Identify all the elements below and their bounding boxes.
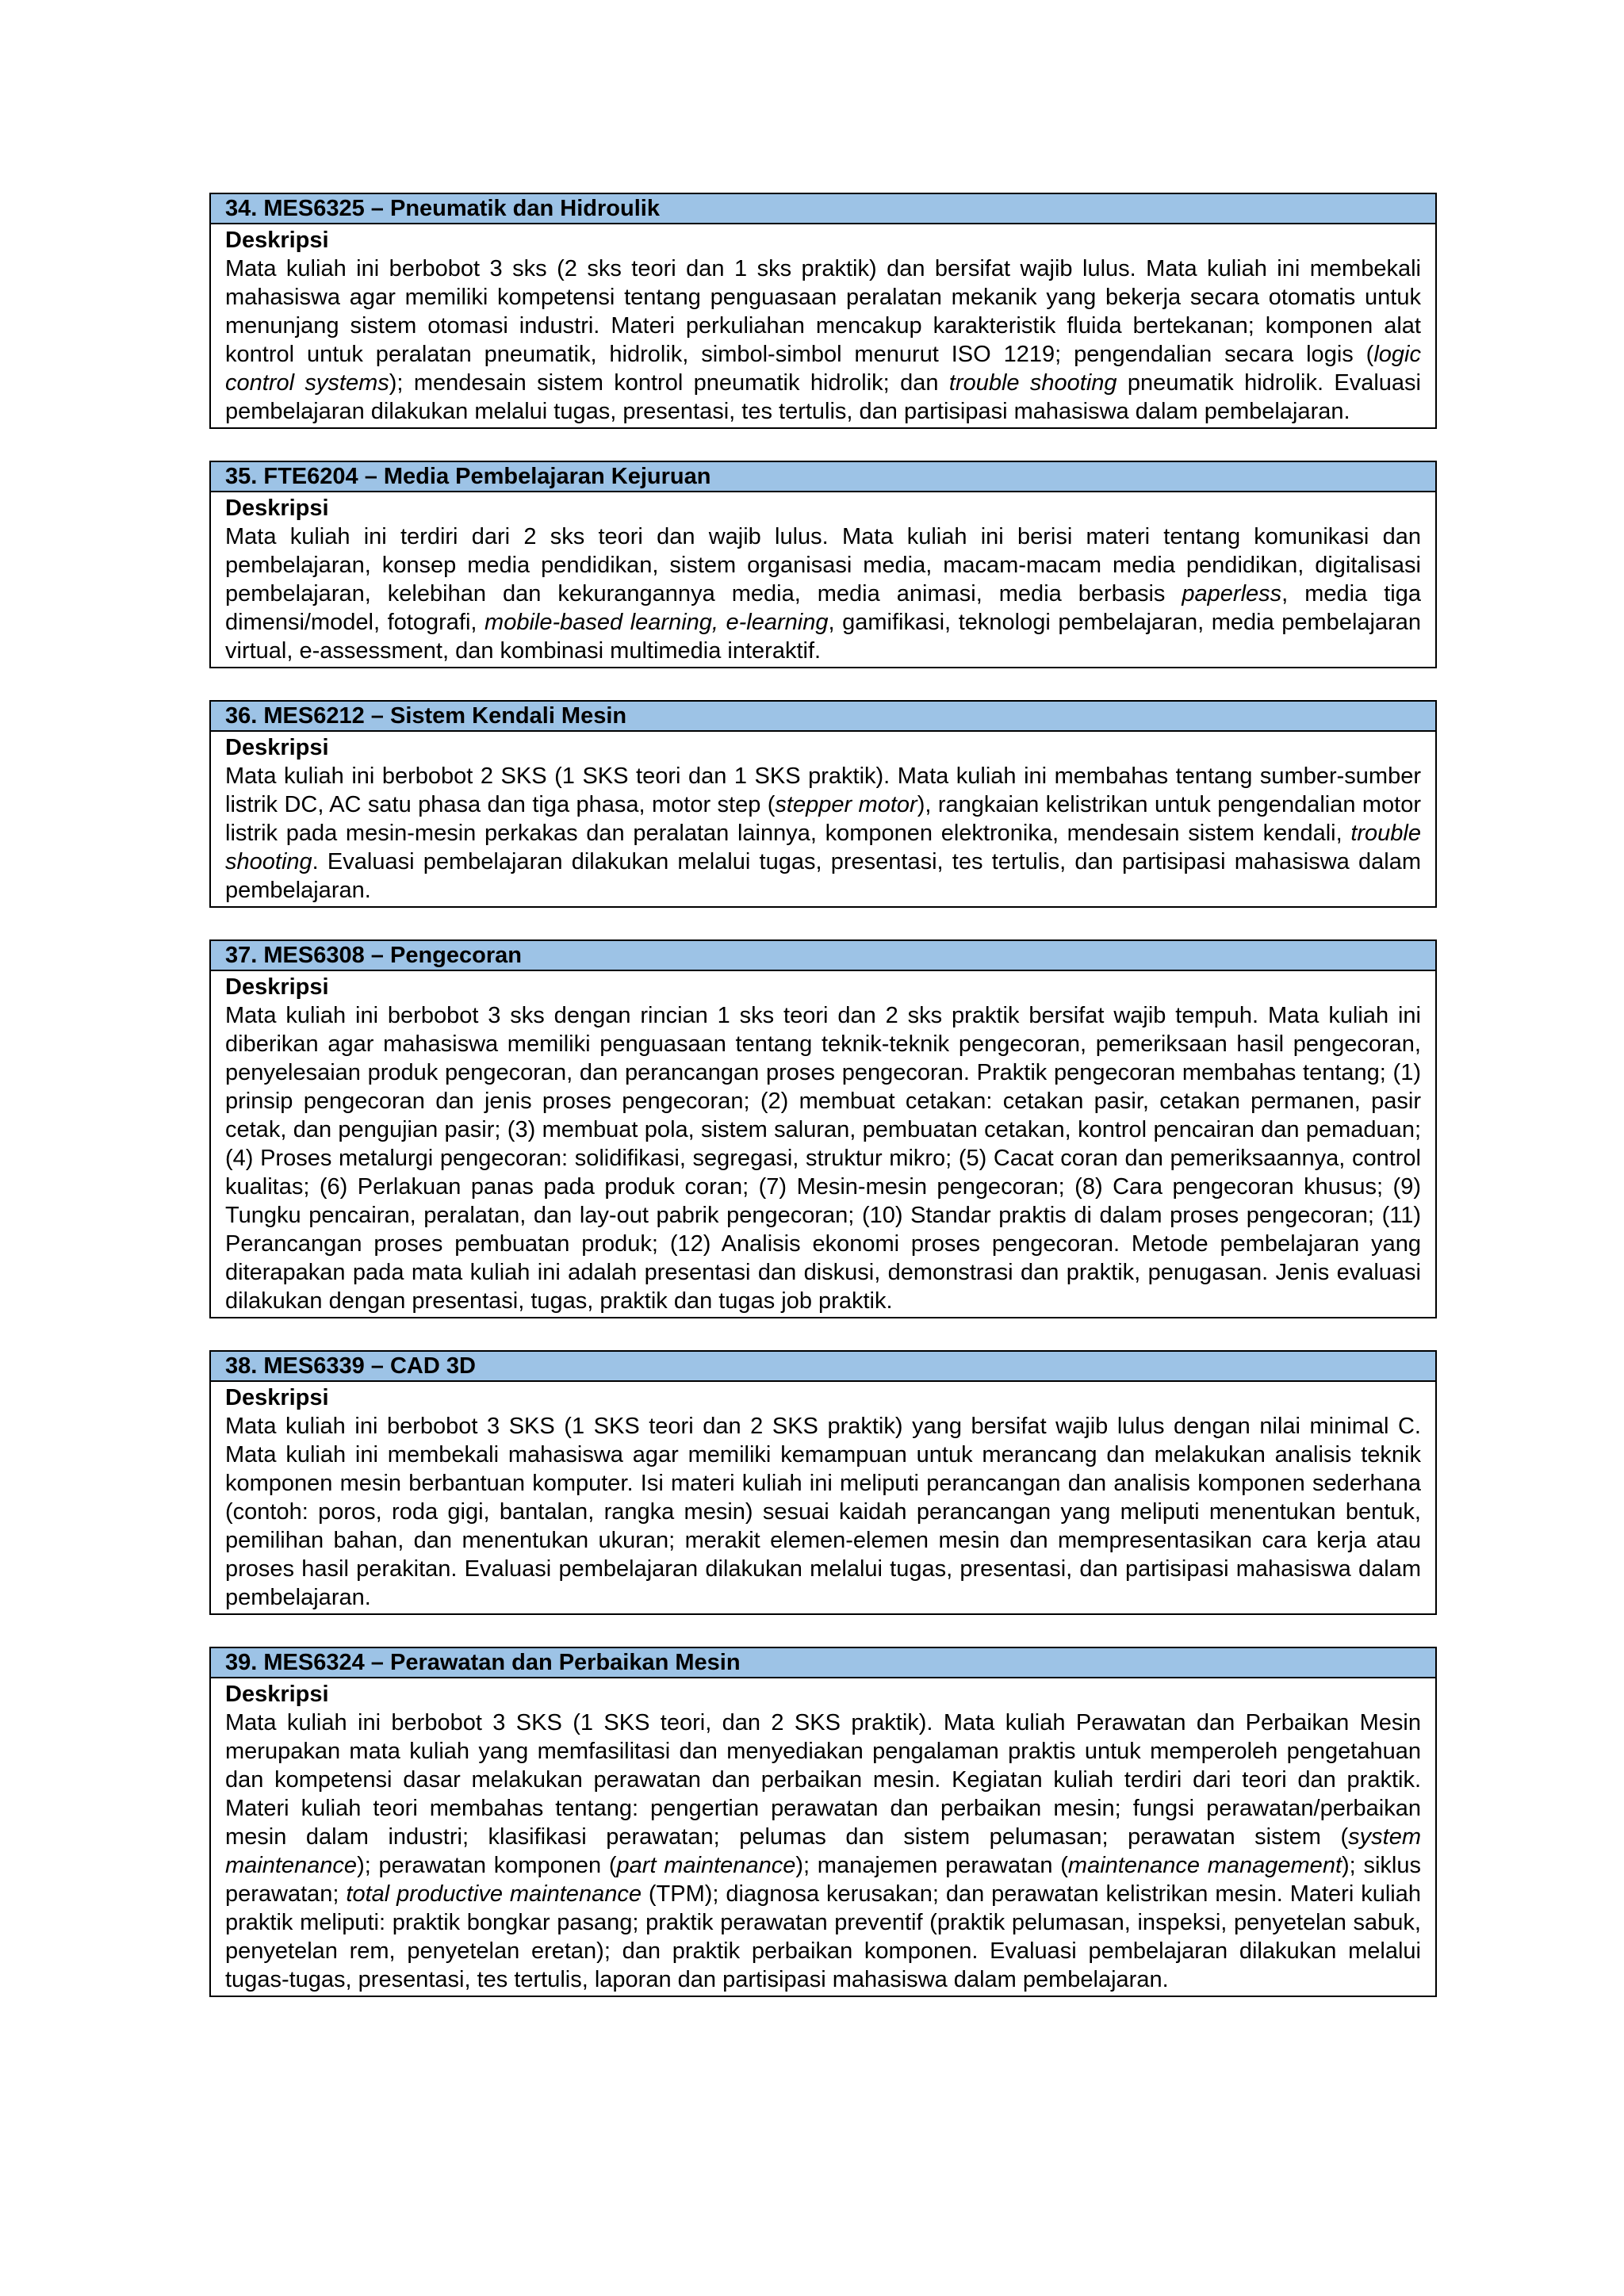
description-segment: ); mendesain sistem kontrol pneumatik hidrolik; dan bbox=[389, 370, 949, 396]
description-segment: (TPM); diagnosa kerusakan; dan perawatan kelistrikan mesin. Materi kuliah praktik meliputi: praktik bongkar pasang; praktik perawatan preventif (praktik pelumasan, inspeksi, penyetelan sabuk, penyetelan rem, penyetelan eretan); dan praktik perbaikan komponen. Evaluasi pembelajaran dilakukan melalui tugas-tugas, presentasi, tes tertulis, laporan dan partisipasi mahasiswa dalam pembelajaran. bbox=[225, 1881, 1421, 1992]
description-italic-term: mobile-based learning, e-learning bbox=[485, 610, 829, 635]
description-segment: Mata kuliah ini berbobot 3 SKS (1 SKS teori dan 2 SKS praktik) yang bersifat wajib lulus dengan nilai minimal C. Mata kuliah ini membekali mahasiswa agar memiliki kemampuan untuk merancang dan melakukan analisis teknik komponen mesin berbantuan komputer. Isi materi kuliah ini meliputi perancangan dan analisis komponen sederhana (contoh: poros, roda gigi, bantalan, rangka mesin) sesuai kaidah perancangan yang meliputi menentukan bentuk, pemilihan bahan, dan menentukan ukuran; merakit elemen-elemen mesin dan mempresentasikan cara kerja atau proses hasil perakitan. Evaluasi pembelajaran dilakukan melalui tugas, presentasi, dan partisipasi mahasiswa dalam pembelajaran. bbox=[225, 1414, 1421, 1610]
description-italic-term: maintenance management bbox=[1067, 1853, 1342, 1878]
course-body bbox=[211, 971, 1435, 1317]
description-text bbox=[225, 1412, 1421, 1612]
description-segment: , media tiga dimensi/model, fotografi, bbox=[225, 581, 1422, 635]
description-italic-term: logic control systems bbox=[225, 342, 1421, 396]
course-block bbox=[209, 193, 1437, 429]
description-segment: Mata kuliah ini berbobot 3 sks dengan rincian 1 sks teori dan 2 sks praktik bersifat wajib tempuh. Mata kuliah ini diberikan agar mahasiswa memiliki penguasaan tentang teknik-teknik pengecoran, pemeriksaan hasil pengecoran, penyelesaian produk pengecoran, dan perancangan proses pengecoran. Praktik pengecoran membahas tentang; (1) prinsip pengecoran dan jenis proses pengecoran; (2) membuat cetakan: cetakan pasir, cetakan permanen, pasir cetak, dan pengujian pasir; (3) membuat pola, sistem saluran, pembuatan cetakan, kontrol pencairan dan pemaduan; (4) Proses metalurgi pengecoran: solidifikasi, segregasi, struktur mikro; (5) Cacat coran dan pemeriksaannya, control kualitas; (6) Perlakuan panas pada produk coran; (7) Mesin-mesin pengecoran; (8) Cara pengecoran khusus; (9) Tungku pencairan, peralatan, dan lay-out pabrik pengecoran; (10) Standar praktis di dalam proses pengecoran; (11) Perancangan proses pembuatan produk; (12) Analisis ekonomi proses pengecoran. Metode pembelajaran yang diterapakan pada mata kuliah ini adalah presentasi dan diskusi, demonstrasi dan praktik, penugasan. Jenis evaluasi dilakukan dengan presentasi, tugas, praktik dan tugas job praktik. bbox=[225, 1003, 1421, 1314]
description-label: Deskripsi bbox=[225, 228, 329, 253]
course-title: 39. MES6324 – Perawatan dan Perbaikan Mesin bbox=[211, 1648, 1435, 1678]
description-segment: , gamifikasi, teknologi pembelajaran, media pembelajaran virtual, e-assessment, dan kombinasi multimedia interaktif. bbox=[225, 610, 1421, 664]
description-italic-term: paperless bbox=[1182, 581, 1282, 607]
course-list bbox=[209, 193, 1437, 2029]
description-label: Deskripsi bbox=[225, 1682, 329, 1707]
course-block bbox=[209, 1350, 1437, 1615]
description-italic-term: part maintenance bbox=[616, 1853, 796, 1878]
description-segment: Mata kuliah ini berbobot 3 SKS (1 SKS teori, dan 2 SKS praktik). Mata kuliah Perawatan dan Perbaikan Mesin merupakan mata kuliah yang memfasilitasi dan menyediakan pengalaman praktis untuk memperoleh pengetahuan dan kompetensi dasar melakukan perawatan dan perbaikan mesin. Kegiatan kuliah terdiri dari teori dan praktik. Materi kuliah teori membahas tentang: pengertian perawatan dan perbaikan mesin; fungsi perawatan/perbaikan mesin dalam industri; klasifikasi perawatan; pelumas dan sistem pelumasan; perawatan sistem ( bbox=[225, 1710, 1421, 1850]
description-segment: ); perawatan komponen ( bbox=[357, 1853, 617, 1878]
description-label: Deskripsi bbox=[225, 974, 329, 1000]
course-block bbox=[209, 461, 1437, 668]
description-segment: pneumatik hidrolik. Evaluasi pembelajaran dilakukan melalui tugas, presentasi, tes tertulis, dan partisipasi mahasiswa dalam pembelajaran. bbox=[225, 370, 1422, 424]
course-title: 35. FTE6204 – Media Pembelajaran Kejuruan bbox=[211, 462, 1435, 492]
course-block bbox=[209, 939, 1437, 1318]
course-body bbox=[211, 492, 1435, 667]
description-italic-term: stepper motor bbox=[775, 792, 917, 817]
description-segment: . Evaluasi pembelajaran dilakukan melalui tugas, presentasi, tes tertulis, dan partisipasi mahasiswa dalam pembelajaran. bbox=[225, 849, 1421, 903]
description-label: Deskripsi bbox=[225, 1385, 329, 1410]
course-title: 38. MES6339 – CAD 3D bbox=[211, 1352, 1435, 1382]
course-body bbox=[211, 732, 1435, 906]
description-text bbox=[225, 1709, 1421, 1994]
description-italic-term: trouble shooting bbox=[948, 370, 1117, 396]
description-italic-term: system maintenance bbox=[225, 1824, 1421, 1878]
course-block bbox=[209, 700, 1437, 908]
course-title: 34. MES6325 – Pneumatik dan Hidroulik bbox=[211, 194, 1435, 224]
description-segment: ); siklus perawatan; bbox=[225, 1853, 1421, 1907]
description-label: Deskripsi bbox=[225, 735, 329, 760]
description-segment: Mata kuliah ini berbobot 2 SKS (1 SKS teori dan 1 SKS praktik). Mata kuliah ini membahas tentang sumber-sumber listrik DC, AC satu phasa dan tiga phasa, motor step ( bbox=[225, 763, 1421, 817]
description-segment: Mata kuliah ini terdiri dari 2 sks teori dan wajib lulus. Mata kuliah ini berisi materi tentang komunikasi dan pembelajaran, konsep media pendidikan, sistem organisasi media, macam-macam media pendidikan, digitalisasi pembelajaran, kelebihan dan kekurangannya media, media animasi, media berbasis bbox=[225, 524, 1421, 607]
description-italic-term: trouble shooting bbox=[225, 821, 1421, 874]
description-segment: ), rangkaian kelistrikan untuk pengendalian motor listrik pada mesin-mesin perkakas dan peralatan lainnya, komponen elektronika, mendesain sistem kendali, bbox=[225, 792, 1422, 846]
description-text bbox=[225, 522, 1421, 665]
description-italic-term: total productive maintenance bbox=[346, 1881, 642, 1907]
course-title: 37. MES6308 – Pengecoran bbox=[211, 941, 1435, 971]
course-body bbox=[211, 224, 1435, 427]
course-body bbox=[211, 1678, 1435, 1996]
description-segment: Mata kuliah ini berbobot 3 sks (2 sks teori dan 1 sks praktik) dan bersifat wajib lulus. Mata kuliah ini membekali mahasiswa agar memiliki kompetensi tentang penguasaan peralatan mekanik yang bekerja secara otomatis untuk menunjang sistem otomasi industri. Materi perkuliahan mencakup karakteristik fluida bertekanan; komponen alat kontrol untuk peralatan pneumatik, hidrolik, simbol-simbol menurut ISO 1219; pengendalian secara logis ( bbox=[225, 256, 1421, 367]
description-text bbox=[225, 762, 1421, 905]
description-label: Deskripsi bbox=[225, 496, 329, 521]
description-text bbox=[225, 1001, 1421, 1315]
course-title: 36. MES6212 – Sistem Kendali Mesin bbox=[211, 702, 1435, 732]
description-text bbox=[225, 254, 1421, 426]
course-block bbox=[209, 1647, 1437, 1997]
description-segment: ); manajemen perawatan ( bbox=[795, 1853, 1068, 1878]
course-body bbox=[211, 1382, 1435, 1613]
